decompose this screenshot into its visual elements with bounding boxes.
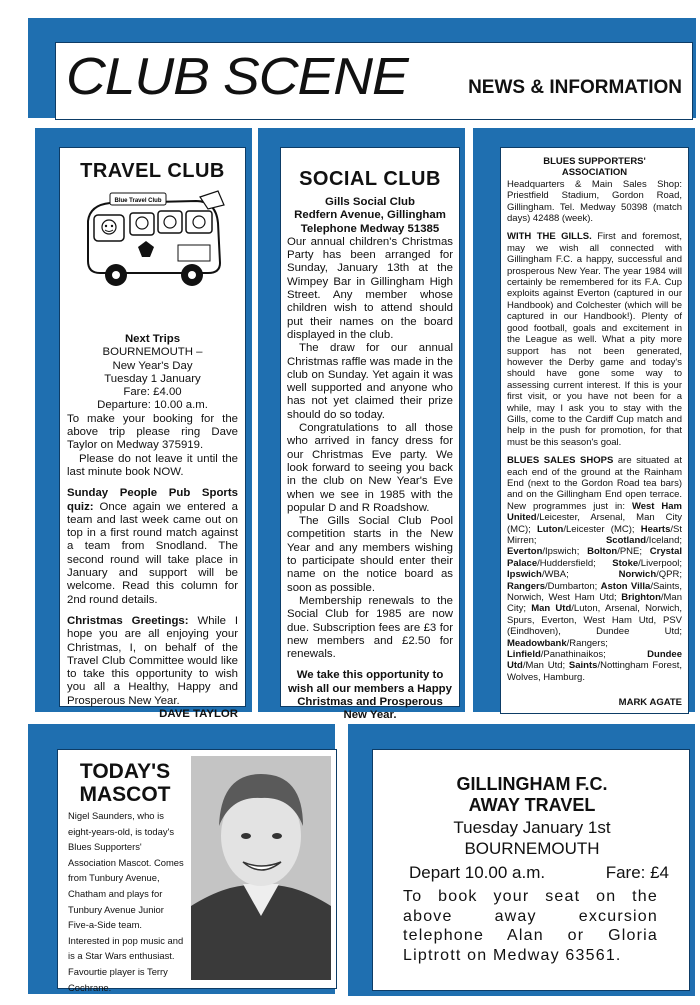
programme-club: Luton	[536, 523, 564, 535]
away-booking: To book your seat on the above away excursion telephone Alan or Gloria Liptrott on Medway 63561.	[403, 888, 658, 964]
social-p5: Membership renewals to the Social Club for 1985 are now due. Subscription fees are £3 for new members and £2.50 for renewals.	[287, 594, 453, 661]
trip-date: Tuesday 1 January	[104, 372, 201, 385]
programme-opponents: /Ipswich;	[542, 546, 588, 558]
bus-sign: Blue Travel Club	[113, 198, 162, 204]
social-club-address: Redfern Avenue, Gillingham	[294, 209, 446, 222]
programme-opponents: /Man Utd;	[522, 660, 569, 672]
programme-club: Bolton	[587, 546, 618, 558]
trip-destination: BOURNEMOUTH –	[102, 346, 203, 359]
with-gills-paragraph	[507, 231, 682, 448]
social-p3: Congratulations to all those who arrived in fancy dress for our Christmas Eve party. We look forward to seeing you back in the club on New Year's Eve when we see in 1985 with the popular D and R Roadshow.	[287, 422, 453, 514]
quiz-paragraph	[67, 487, 238, 607]
programme-club: Linfield	[507, 649, 541, 661]
programme-club: Rangers	[507, 580, 546, 592]
mascot-portrait	[191, 756, 331, 980]
programme-opponents: /Nottingham Forest, Wolves, Hamburg.	[507, 660, 682, 683]
with-gills-text: First and foremost, may we wish all connected with Gillingham F.C. a happy, successful and prosperous New Year. The year 1984 will certainly be remembered for its F.A. Cup exploits against Everton (captured in our Handbook) and Colchester (which will be captured in our Handbook!). Plenty of good football, goals and excitement in the League as well. What a pity more support has not been generated, however the Derby game and today's should have gone some way to assessing current interest. If this is your first visit, or you have not been for a while, may I ask you to stay with the Gills, come to the Cardiff Cup match and help in the push for promotion, for that must be this season's goal.	[507, 231, 682, 448]
away-depart-fare	[409, 863, 669, 883]
shops-text: are situated at each end of the ground at the Rainham End (next to the Gordon Road tea bars) and on the Gillingham End open terrace. New programmes just in:	[507, 455, 682, 512]
social-p1: Our annual children's Christmas Party has been arranged for Sunday, January 13th at the Wimpey Bar in Gillingham High Street. Any member whose children wish to attend should put their names on the board displayed in the club.	[287, 235, 453, 341]
supporters-heading-2: ASSOCIATION	[561, 167, 628, 179]
programme-club: Brighton	[621, 592, 661, 604]
programme-opponents: /PNE;	[617, 546, 650, 558]
away-panel	[372, 749, 690, 991]
programme-opponents: /St Mirren;	[507, 523, 682, 546]
quiz-lead: Sunday People Pub Sports quiz:	[67, 487, 238, 513]
shops-lead: BLUES SALES SHOPS	[507, 455, 614, 467]
programme-club: Crystal Palace	[507, 546, 682, 569]
programme-club: Saints	[568, 660, 598, 672]
away-destination: BOURNEMOUTH	[464, 839, 600, 858]
quiz-text: Once again we entered a team and last week came out on top in a first round match against a team from Snodland. The second round will take place in January and support will be welcome. Read this column for 2nd round details.	[67, 500, 238, 606]
mascot-heading-2: MASCOT	[79, 783, 171, 806]
mascot-heading	[66, 760, 184, 806]
programme-club: Man Utd	[531, 603, 572, 615]
supporters-panel	[500, 147, 689, 714]
programme-club: Aston Villa	[600, 580, 651, 592]
mascot-heading-1: TODAY'S	[79, 760, 171, 783]
programme-opponents: /Iceland;	[646, 535, 682, 546]
greetings-paragraph	[67, 615, 238, 708]
programme-opponents: /Luton, Arsenal, Norwich, Spurs, Everton, West Ham Utd, PSV (Eindhoven), Dundee Utd;	[507, 603, 683, 638]
programme-opponents: /QPR;	[656, 569, 682, 581]
masthead-subtitle: NEWS & INFORMATION	[468, 77, 682, 98]
mascot-text: Nigel Saunders, who is eight-years-old, is today's Blues Supporters' Association Mascot. Comes from Tunbury Avenue, Chatham and plays for Tunbury Avenue Junior Five-a-Side team. Interested in pop music and is a Star Wars enthusiast. Favourtie player is Terry Cochrane.	[68, 810, 184, 993]
bus-illustration	[78, 191, 228, 291]
mascot-panel	[57, 749, 337, 993]
programme-club: Hearts	[640, 523, 671, 535]
programme-club: Stoke	[612, 557, 639, 569]
programme-club: Ipswich	[507, 569, 542, 581]
programme-list	[507, 501, 682, 683]
trip-occasion: New Year's Day	[112, 359, 193, 372]
with-gills-lead: WITH THE GILLS.	[507, 231, 592, 243]
social-club-text	[281, 196, 459, 736]
away-fare: Fare: £4	[605, 863, 669, 882]
programme-opponents: /Panathinaikos;	[540, 649, 648, 661]
programme-opponents: /WBA;	[541, 569, 619, 581]
social-p4: The Gills Social Club Pool competition starts in the New Year and any members wishing to participate should enter their name on the notice board as soon as possible.	[287, 515, 453, 594]
supporters-heading-1: BLUES SUPPORTERS'	[543, 156, 646, 167]
next-trips-heading: Next Trips	[124, 333, 181, 345]
away-date: Tuesday January 1st	[453, 818, 611, 837]
programme-opponents: /Saints, Norwich, West Ham Utd;	[507, 580, 682, 604]
travel-club-text	[60, 333, 245, 721]
away-heading-1: GILLINGHAM F.C.	[456, 774, 608, 794]
programme-opponents: /Huddersfield;	[537, 557, 613, 569]
social-closing: We take this opportunity to wish all our members a Happy Christmas and Prosperous New Year.	[288, 669, 452, 722]
social-club-name: Gills Social Club	[325, 196, 415, 208]
shops-paragraph	[507, 455, 682, 683]
programme-club: Scotland	[605, 535, 647, 546]
programme-club: Meadowbank	[507, 637, 567, 649]
social-club-phone: Telephone Medway 51385	[300, 222, 440, 235]
programme-club: Dundee Utd	[507, 649, 682, 672]
away-depart: Depart 10.00 a.m.	[409, 863, 546, 882]
masthead	[55, 42, 693, 120]
programme-club: Norwich	[618, 569, 657, 581]
trip-fare: Fare: £4.00	[123, 386, 182, 399]
programme-club: West Ham United	[507, 500, 682, 524]
greetings-lead: Christmas Greetings:	[67, 614, 189, 627]
programme-opponents: /Leicester (MC);	[563, 523, 641, 535]
mascot-photo	[191, 756, 331, 980]
supporters-intro: Headquarters & Main Sales Shop: Priestfield Stadium, Gordon Road, Gillingham. Tel. Medway 50398 (match days) 42488 (week).	[507, 178, 682, 225]
away-heading-2: AWAY TRAVEL	[468, 795, 596, 815]
programme-opponents: /Rangers;	[566, 637, 608, 649]
masthead-title: CLUB SCENE	[66, 48, 408, 106]
social-p2: The draw for our annual Christmas raffle was made in the club on Sunday. Yet again it was well supported and anyone who has not yet claimed their prize should do so today.	[287, 342, 453, 421]
travel-club-panel	[59, 147, 246, 721]
away-heading	[373, 774, 691, 816]
programme-opponents: /Liverpool;	[638, 557, 682, 569]
travel-last-minute: Please do not leave it until the last minute book NOW.	[67, 452, 238, 478]
travel-club-heading: TRAVEL CLUB	[80, 160, 225, 182]
social-club-panel	[280, 147, 460, 722]
supporters-signoff: MARK AGATE	[618, 697, 682, 709]
travel-booking-text: To make your booking for the above trip please ring Dave Taylor on Medway 375919.	[67, 412, 238, 452]
trip-departure: Departure: 10.00 a.m.	[97, 399, 208, 412]
social-club-heading: SOCIAL CLUB	[299, 168, 441, 190]
travel-signoff: DAVE TAYLOR	[159, 708, 238, 721]
programme-opponents: /Leicester, Arsenal, Man City (MC);	[507, 512, 682, 535]
programme-opponents: /Dumbarton;	[545, 580, 601, 592]
supporters-text	[501, 156, 688, 709]
programme-club: Everton	[507, 546, 543, 558]
greetings-text: While I hope you are all enjoying your Christmas, I, on behalf of the Travel Club Committee would like to take this opportunity to wish you all a Healthy, Happy and Prosperous New Year.	[67, 614, 238, 707]
programme-opponents: /Man City;	[507, 592, 682, 615]
